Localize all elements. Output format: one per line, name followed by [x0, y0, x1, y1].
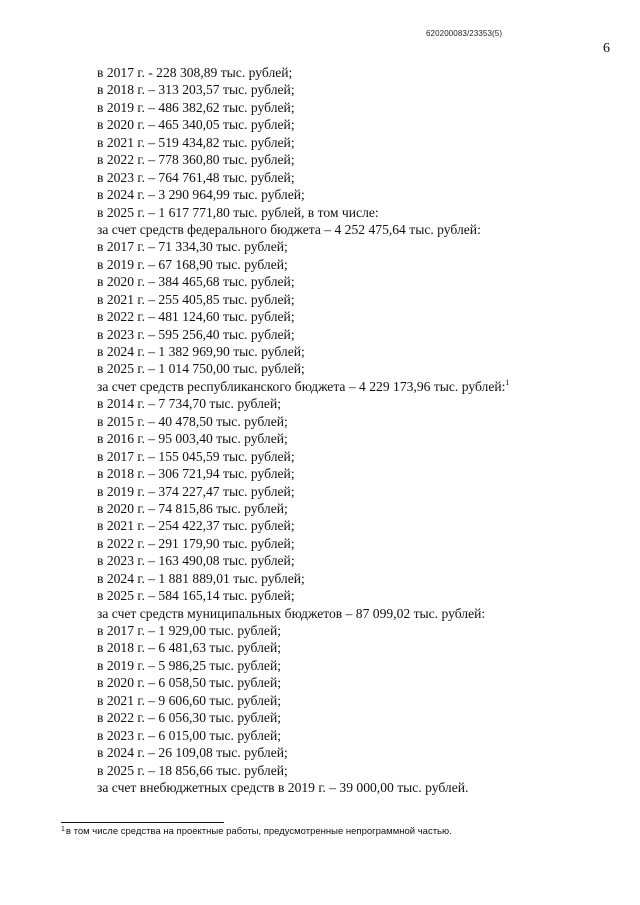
- line-text: в 2022 г. – 481 124,60 тыс. рублей;: [97, 309, 295, 325]
- funding-year-line: [97, 238, 617, 255]
- line-text: в 2020 г. – 6 058,50 тыс. рублей;: [97, 675, 281, 691]
- funding-year-line: [97, 483, 617, 500]
- line-text: в 2025 г. – 1 014 750,00 тыс. рублей;: [97, 361, 305, 377]
- line-text: за счет внебюджетных средств в 2019 г. – 39 000,00 тыс. рублей.: [97, 779, 469, 795]
- funding-year-line: [97, 657, 617, 674]
- funding-year-line: [97, 64, 617, 81]
- footnote-reference: 1: [505, 377, 510, 387]
- line-text: в 2014 г. – 7 734,70 тыс. рублей;: [97, 396, 281, 412]
- funding-year-line: [97, 134, 617, 151]
- footnote-divider: [61, 822, 224, 823]
- funding-year-line: [97, 326, 617, 343]
- funding-year-line: [97, 762, 617, 779]
- funding-year-line: [97, 692, 617, 709]
- document-id: 620200083/23353(5): [426, 29, 503, 38]
- funding-source-heading: [97, 605, 617, 622]
- funding-year-line: [97, 465, 617, 482]
- funding-year-line: [97, 81, 617, 98]
- funding-year-line: [97, 169, 617, 186]
- line-text: в 2020 г. – 74 815,86 тыс. рублей;: [97, 500, 288, 516]
- line-text: в 2015 г. – 40 478,50 тыс. рублей;: [97, 413, 288, 429]
- line-text: в 2023 г. – 595 256,40 тыс. рублей;: [97, 326, 295, 342]
- line-text: в 2016 г. – 95 003,40 тыс. рублей;: [97, 431, 288, 447]
- funding-source-heading: [97, 779, 617, 796]
- funding-year-line: [97, 308, 617, 325]
- funding-year-line: [97, 500, 617, 517]
- line-text: в 2020 г. – 384 465,68 тыс. рублей;: [97, 274, 295, 290]
- funding-year-line: [97, 204, 617, 221]
- funding-year-line: [97, 413, 617, 430]
- line-text: в 2018 г. – 313 203,57 тыс. рублей;: [97, 82, 295, 98]
- line-text: в 2018 г. – 306 721,94 тыс. рублей;: [97, 466, 295, 482]
- funding-year-line: [97, 116, 617, 133]
- line-text: в 2023 г. – 6 015,00 тыс. рублей;: [97, 727, 281, 743]
- funding-year-line: [97, 273, 617, 290]
- funding-year-line: [97, 151, 617, 168]
- line-text: в 2024 г. – 1 881 889,01 тыс. рублей;: [97, 570, 305, 586]
- line-text: в 2025 г. – 584 165,14 тыс. рублей;: [97, 588, 295, 604]
- footnote-text: в том числе средства на проектные работы, предусмотренные непрограммной частью.: [65, 826, 452, 837]
- line-text: в 2025 г. – 18 856,66 тыс. рублей;: [97, 762, 288, 778]
- funding-source-heading: [97, 378, 617, 395]
- funding-year-line: [97, 552, 617, 569]
- line-text: в 2025 г. – 1 617 771,80 тыс. рублей, в том числе:: [97, 204, 379, 220]
- funding-year-line: [97, 360, 617, 377]
- funding-year-line: [97, 395, 617, 412]
- line-text: в 2020 г. – 465 340,05 тыс. рублей;: [97, 117, 295, 133]
- funding-year-line: [97, 186, 617, 203]
- funding-year-line: [97, 622, 617, 639]
- line-text: в 2021 г. – 255 405,85 тыс. рублей;: [97, 291, 295, 307]
- funding-year-line: [97, 343, 617, 360]
- line-text: в 2022 г. – 778 360,80 тыс. рублей;: [97, 152, 295, 168]
- line-text: в 2023 г. – 764 761,48 тыс. рублей;: [97, 169, 295, 185]
- funding-source-heading: [97, 221, 617, 238]
- funding-year-line: [97, 291, 617, 308]
- funding-year-line: [97, 709, 617, 726]
- line-text: в 2024 г. – 3 290 964,99 тыс. рублей;: [97, 187, 305, 203]
- line-text: в 2022 г. – 6 056,30 тыс. рублей;: [97, 710, 281, 726]
- line-text: в 2023 г. – 163 490,08 тыс. рублей;: [97, 553, 295, 569]
- funding-year-line: [97, 430, 617, 447]
- line-text: в 2017 г. – 1 929,00 тыс. рублей;: [97, 623, 281, 638]
- line-text: за счет средств муниципальных бюджетов – 87 099,02 тыс. рублей:: [97, 605, 486, 621]
- line-text: в 2019 г. – 486 382,62 тыс. рублей;: [97, 99, 295, 115]
- funding-year-line: [97, 639, 617, 656]
- line-text: в 2019 г. – 67 168,90 тыс. рублей;: [97, 256, 288, 272]
- line-text: в 2021 г. – 519 434,82 тыс. рублей;: [97, 134, 295, 150]
- funding-year-line: [97, 587, 617, 604]
- page-number: 6: [603, 41, 610, 56]
- line-text: за счет средств федерального бюджета – 4 252 475,64 тыс. рублей:: [97, 221, 481, 237]
- line-text: в 2017 г. – 71 334,30 тыс. рублей;: [97, 239, 288, 255]
- line-text: в 2022 г. – 291 179,90 тыс. рублей;: [97, 535, 295, 551]
- funding-year-line: [97, 99, 617, 116]
- funding-year-line: [97, 517, 617, 534]
- line-text: в 2017 г. – 155 045,59 тыс. рублей;: [97, 448, 295, 464]
- line-text: в 2024 г. – 26 109,08 тыс. рублей;: [97, 745, 288, 761]
- funding-year-line: [97, 570, 617, 587]
- funding-year-line: [97, 674, 617, 691]
- line-text: в 2019 г. – 5 986,25 тыс. рублей;: [97, 657, 281, 673]
- line-text: в 2021 г. – 254 422,37 тыс. рублей;: [97, 518, 295, 534]
- line-text: в 2024 г. – 1 382 969,90 тыс. рублей;: [97, 344, 305, 359]
- footnote-marker: 1: [61, 826, 65, 833]
- funding-year-line: [97, 448, 617, 465]
- footnote: [61, 826, 452, 837]
- funding-year-line: [97, 256, 617, 273]
- line-text: в 2019 г. – 374 227,47 тыс. рублей;: [97, 483, 295, 499]
- funding-list: [97, 64, 617, 796]
- funding-year-line: [97, 744, 617, 761]
- funding-year-line: [97, 727, 617, 744]
- line-text: за счет средств республиканского бюджета – 4 229 173,96 тыс. рублей:: [97, 378, 506, 394]
- line-text: в 2018 г. – 6 481,63 тыс. рублей;: [97, 640, 281, 656]
- funding-year-line: [97, 535, 617, 552]
- line-text: в 2021 г. – 9 606,60 тыс. рублей;: [97, 692, 281, 708]
- line-text: в 2017 г. - 228 308,89 тыс. рублей;: [97, 65, 293, 80]
